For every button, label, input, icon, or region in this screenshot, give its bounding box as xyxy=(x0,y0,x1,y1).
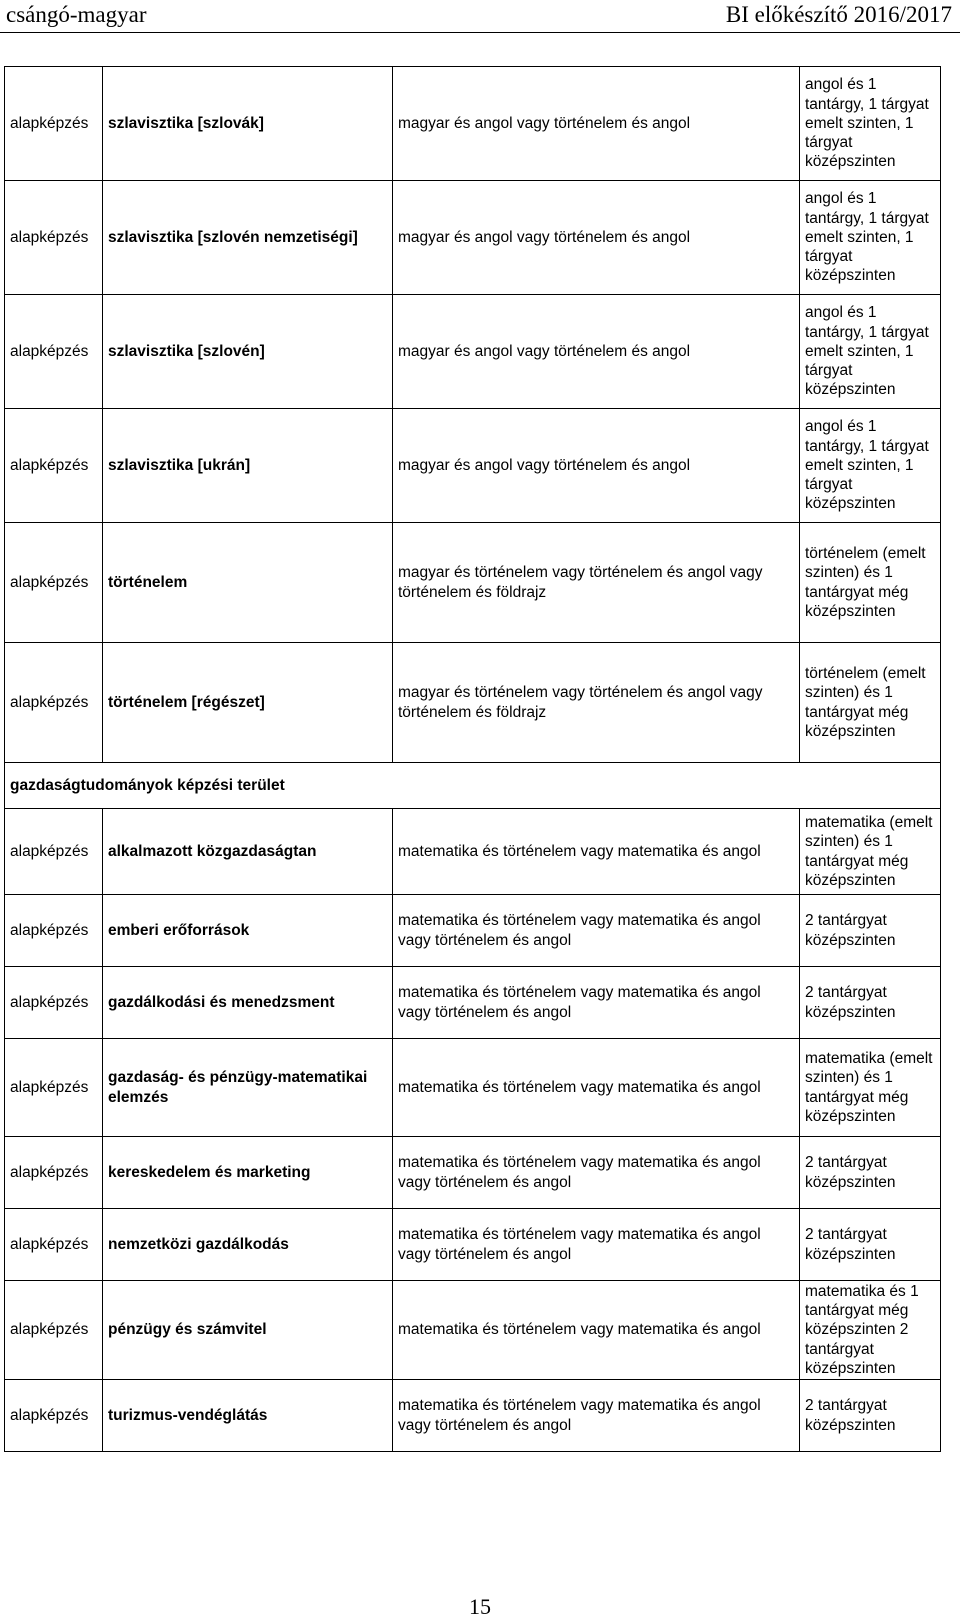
training-type-cell: alapképzés xyxy=(5,523,103,643)
table-row xyxy=(5,895,941,967)
program-name-cell: turizmus-vendéglátás xyxy=(103,1380,393,1452)
training-type-cell: alapképzés xyxy=(5,1039,103,1137)
table-row xyxy=(5,809,941,895)
table-row xyxy=(5,523,941,643)
table-row xyxy=(5,181,941,295)
program-name-cell: történelem [régészet] xyxy=(103,643,393,763)
table-row xyxy=(5,1137,941,1209)
requirement-cell: 2 tantárgyat középszinten xyxy=(800,1209,941,1281)
requirement-cell: angol és 1 tantárgy, 1 tárgyat emelt szinten, 1 tárgyat középszinten xyxy=(800,409,941,523)
requirement-cell: angol és 1 tantárgy, 1 tárgyat emelt szinten, 1 tárgyat középszinten xyxy=(800,295,941,409)
subjects-cell: magyar és történelem vagy történelem és angol vagy történelem és földrajz xyxy=(393,523,800,643)
requirement-cell: 2 tantárgyat középszinten xyxy=(800,1137,941,1209)
program-name-cell: kereskedelem és marketing xyxy=(103,1137,393,1209)
program-name-cell: gazdálkodási és menedzsment xyxy=(103,967,393,1039)
training-type-cell: alapképzés xyxy=(5,1281,103,1380)
requirement-cell: matematika (emelt szinten) és 1 tantárgyat még középszinten xyxy=(800,1039,941,1137)
training-type-cell: alapképzés xyxy=(5,967,103,1039)
requirement-cell: történelem (emelt szinten) és 1 tantárgyat még középszinten xyxy=(800,643,941,763)
subjects-cell: magyar és angol vagy történelem és angol xyxy=(393,295,800,409)
training-type-cell: alapképzés xyxy=(5,895,103,967)
training-type-cell: alapképzés xyxy=(5,643,103,763)
page-number: 15 xyxy=(469,1594,491,1619)
program-name-cell: szlavisztika [szlovák] xyxy=(103,67,393,181)
table-row xyxy=(5,1039,941,1137)
training-type-cell: alapképzés xyxy=(5,1380,103,1452)
requirement-cell: angol és 1 tantárgy, 1 tárgyat emelt szinten, 1 tárgyat középszinten xyxy=(800,181,941,295)
requirement-cell: 2 tantárgyat középszinten xyxy=(800,967,941,1039)
table-row xyxy=(5,295,941,409)
program-name-cell: szlavisztika [szlovén nemzetiségi] xyxy=(103,181,393,295)
requirement-cell: matematika (emelt szinten) és 1 tantárgyat még középszinten xyxy=(800,809,941,895)
table-row xyxy=(5,1209,941,1281)
page-header xyxy=(0,0,960,34)
table-row xyxy=(5,643,941,763)
subjects-cell: matematika és történelem vagy matematika és angol vagy történelem és angol xyxy=(393,1380,800,1452)
table-row xyxy=(5,409,941,523)
training-type-cell: alapképzés xyxy=(5,1137,103,1209)
program-name-cell: emberi erőforrások xyxy=(103,895,393,967)
training-type-cell: alapképzés xyxy=(5,67,103,181)
table-row xyxy=(5,1281,941,1380)
subjects-cell: magyar és angol vagy történelem és angol xyxy=(393,409,800,523)
subjects-cell: matematika és történelem vagy matematika és angol xyxy=(393,1039,800,1137)
requirement-cell: 2 tantárgyat középszinten xyxy=(800,1380,941,1452)
subjects-cell: matematika és történelem vagy matematika és angol vagy történelem és angol xyxy=(393,1137,800,1209)
training-type-cell: alapképzés xyxy=(5,181,103,295)
header-left-title: csángó-magyar xyxy=(6,2,147,27)
program-name-cell: alkalmazott közgazdaságtan xyxy=(103,809,393,895)
training-type-cell: alapképzés xyxy=(5,295,103,409)
subjects-cell: matematika és történelem vagy matematika és angol vagy történelem és angol xyxy=(393,1209,800,1281)
training-type-cell: alapképzés xyxy=(5,409,103,523)
table-row xyxy=(5,967,941,1039)
requirement-cell: történelem (emelt szinten) és 1 tantárgyat még középszinten xyxy=(800,523,941,643)
section-header-row xyxy=(5,763,941,809)
table-row xyxy=(5,67,941,181)
training-type-cell: alapképzés xyxy=(5,1209,103,1281)
subjects-cell: matematika és történelem vagy matematika és angol xyxy=(393,809,800,895)
subjects-cell: matematika és történelem vagy matematika és angol vagy történelem és angol xyxy=(393,967,800,1039)
program-name-cell: történelem xyxy=(103,523,393,643)
program-name-cell: pénzügy és számvitel xyxy=(103,1281,393,1380)
subjects-cell: magyar és angol vagy történelem és angol xyxy=(393,181,800,295)
program-name-cell: szlavisztika [szlovén] xyxy=(103,295,393,409)
section-title: gazdaságtudományok képzési terület xyxy=(5,763,941,809)
table-row xyxy=(5,1380,941,1452)
requirement-cell: 2 tantárgyat középszinten xyxy=(800,895,941,967)
requirement-cell: matematika és 1 tantárgyat még középszinten 2 tantárgyat középszinten xyxy=(800,1281,941,1380)
program-name-cell: gazdaság- és pénzügy-matematikai elemzés xyxy=(103,1039,393,1137)
subjects-cell: magyar és történelem vagy történelem és angol vagy történelem és földrajz xyxy=(393,643,800,763)
program-name-cell: nemzetközi gazdálkodás xyxy=(103,1209,393,1281)
subjects-cell: matematika és történelem vagy matematika és angol vagy történelem és angol xyxy=(393,895,800,967)
header-right-title: BI előkészítő 2016/2017 xyxy=(725,2,952,27)
header-rule xyxy=(0,32,960,33)
subjects-cell: matematika és történelem vagy matematika és angol xyxy=(393,1281,800,1380)
requirement-cell: angol és 1 tantárgy, 1 tárgyat emelt szinten, 1 tárgyat középszinten xyxy=(800,67,941,181)
training-type-cell: alapképzés xyxy=(5,809,103,895)
admission-table xyxy=(4,66,941,1452)
subjects-cell: magyar és angol vagy történelem és angol xyxy=(393,67,800,181)
program-name-cell: szlavisztika [ukrán] xyxy=(103,409,393,523)
